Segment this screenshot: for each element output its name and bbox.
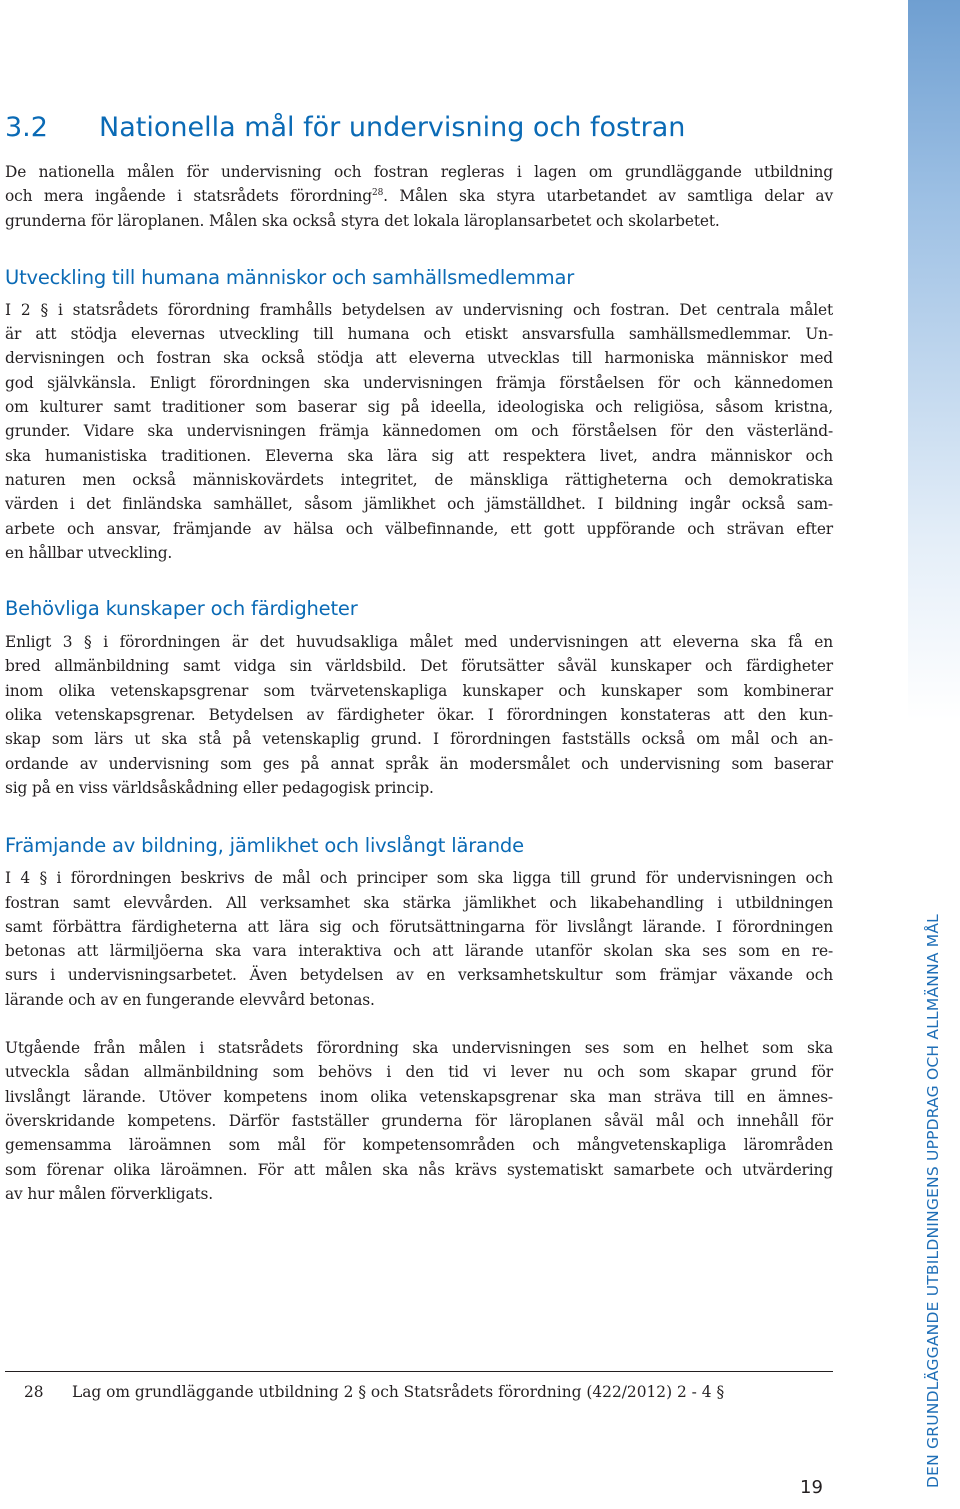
text-line: samt förbättra färdigheterna att lära sig och förutsättningarna för livslångt lärande. I förordningen [5, 917, 833, 936]
text-line: fostran samt elevvården. All verksamhet ska stärka jämlikhet och likabehandling i utbildningen [5, 893, 833, 912]
subheading-kunskaper: Behövliga kunskaper och färdigheter [5, 597, 358, 621]
text-line: skap som lärs ut ska stå på vetenskaplig grund. I förordningen fastställs också om mål och an- [5, 730, 833, 749]
section-intro [5, 160, 833, 233]
paragraph-helhet [5, 1036, 833, 1206]
text-line: surs i undervisningsarbetet. Även betydelsen av en verksamhetskultur som främjar växande och [5, 966, 833, 985]
text-line: Utgående från målen i statsrådets förordning ska undervisningen ses som en helhet som ska [5, 1039, 833, 1058]
side-running-title [908, 0, 960, 1509]
text-line: överskridande kompetens. Därför fastställer grunderna för läroplanen såväl mål och innehåll för [5, 1111, 833, 1130]
page-number: 19 [800, 1477, 823, 1498]
text-line: om kulturer samt traditioner som baserar sig på ideella, ideologiska och religiösa, såsom kristna, [5, 398, 833, 417]
footnote-ref: 28 [372, 188, 384, 199]
intro-line: grunderna för läroplanen. Målen ska också styra det lokala läroplansarbetet och skolarbetet. [5, 211, 720, 230]
side-running-title-text: DEN GRUNDLÄGGANDE UTBILDNINGENS UPPDRAG OCH ALLMÄNNA MÅL [924, 913, 942, 1488]
footnote-rule [5, 1371, 833, 1372]
subheading-humana: Utveckling till humana människor och samhällsmedlemmar [5, 265, 575, 289]
text-line: god självkänsla. Enligt förordningen ska undervisningen främja förståelsen för och kännedomen [5, 373, 833, 392]
paragraph-kunskaper [5, 630, 833, 800]
paragraph-bildning [5, 866, 833, 1012]
main-content [5, 108, 833, 1206]
text-line: bred allmänbildning samt vidga sin världsbild. Det förutsätter såväl kunskaper och färdigheter [5, 657, 833, 676]
intro-line: De nationella målen för undervisning och fostran regleras i lagen om grundläggande utbildning [5, 163, 833, 181]
text-line: är att stödja elevernas utveckling till humana och etiskt ansvarsfulla samhällsmedlemmar. Un- [5, 325, 833, 344]
text-line: värden i det finländska samhället, såsom jämlikhet och jämställdhet. I bildning ingår också sam- [5, 495, 833, 514]
text-line: olika vetenskapsgrenar. Betydelsen av färdigheter ökar. I förordningen konstateras att den kun- [5, 706, 833, 725]
text-line: utveckla sådan allmänbildning som behövs i den tid vi lever nu och som skapar grund för [5, 1063, 833, 1082]
intro-text: och mera ingående i statsrådets förordning [5, 187, 373, 206]
paragraph-humana [5, 298, 833, 565]
text-line: Enligt 3 § i förordningen är det huvudsakliga målet med undervisningen att eleverna ska få en [5, 633, 833, 652]
text-line: ska humanistiska traditionen. Eleverna ska lära sig att respektera livet, andra människor och [5, 446, 833, 465]
text-line: en hållbar utveckling. [5, 543, 173, 562]
intro-text: . Målen ska styra utarbetandet av samtliga delar av [383, 187, 834, 206]
text-line: arbete och ansvar, främjande av hälsa och välbefinnande, ett gott uppförande och strävan efter [5, 519, 833, 538]
footnote-text: Lag om grundläggande utbildning 2 § och Statsrådets förordning (422/2012) 2 - 4 § [72, 1383, 725, 1401]
section-number: 3.2 [5, 112, 48, 143]
text-line: I 2 § i statsrådets förordning framhålls betydelsen av undervisning och fostran. Det centrala målet [5, 300, 833, 319]
text-line: ordande av undervisning som ges på annat språk än modersmålet och undervisning som baserar [5, 754, 833, 773]
text-line: lärande och av en fungerande elevvård betonas. [5, 990, 375, 1009]
text-line: I 4 § i förordningen beskrivs de mål och principer som ska ligga till grund för undervisningen och [5, 869, 833, 888]
section-heading [5, 108, 833, 148]
subheading-bildning: Främjande av bildning, jämlikhet och livslångt lärande [5, 834, 524, 858]
intro-line [5, 184, 833, 208]
section-title: Nationella mål för undervisning och fostran [99, 112, 686, 143]
text-line: som förenar olika läroämnen. För att målen ska nås krävs systematiskt samarbete och utvärdering [5, 1160, 833, 1179]
text-line: naturen men också människovärdets integritet, de mänskliga rättigheterna och demokratiska [5, 470, 833, 489]
footnote-number: 28 [24, 1383, 44, 1401]
text-line: sig på en viss världsåskådning eller pedagogisk princip. [5, 778, 434, 797]
footnote [24, 1380, 724, 1404]
text-line: livslångt lärande. Utöver kompetens inom olika vetenskapsgrenar ska man sträva till en ämnes- [5, 1087, 833, 1106]
text-line: grunder. Vidare ska undervisningen främja kännedomen om och förståelsen för den västerländ- [5, 422, 833, 441]
text-line: av hur målen förverkligats. [5, 1184, 214, 1203]
text-line: gemensamma läroämnen som mål för kompetensområden och mångvetenskapliga lärområden [5, 1136, 833, 1155]
text-line: betonas att lärmiljöerna ska vara interaktiva och att lärande utanför skolan ska ses som en re- [5, 942, 833, 961]
text-line: dervisningen och fostran ska också stödja att eleverna utvecklas till harmoniska människor med [5, 349, 833, 368]
text-line: inom olika vetenskapsgrenar som tvärvetenskapliga kunskaper och kunskaper som kombinerar [5, 681, 833, 700]
